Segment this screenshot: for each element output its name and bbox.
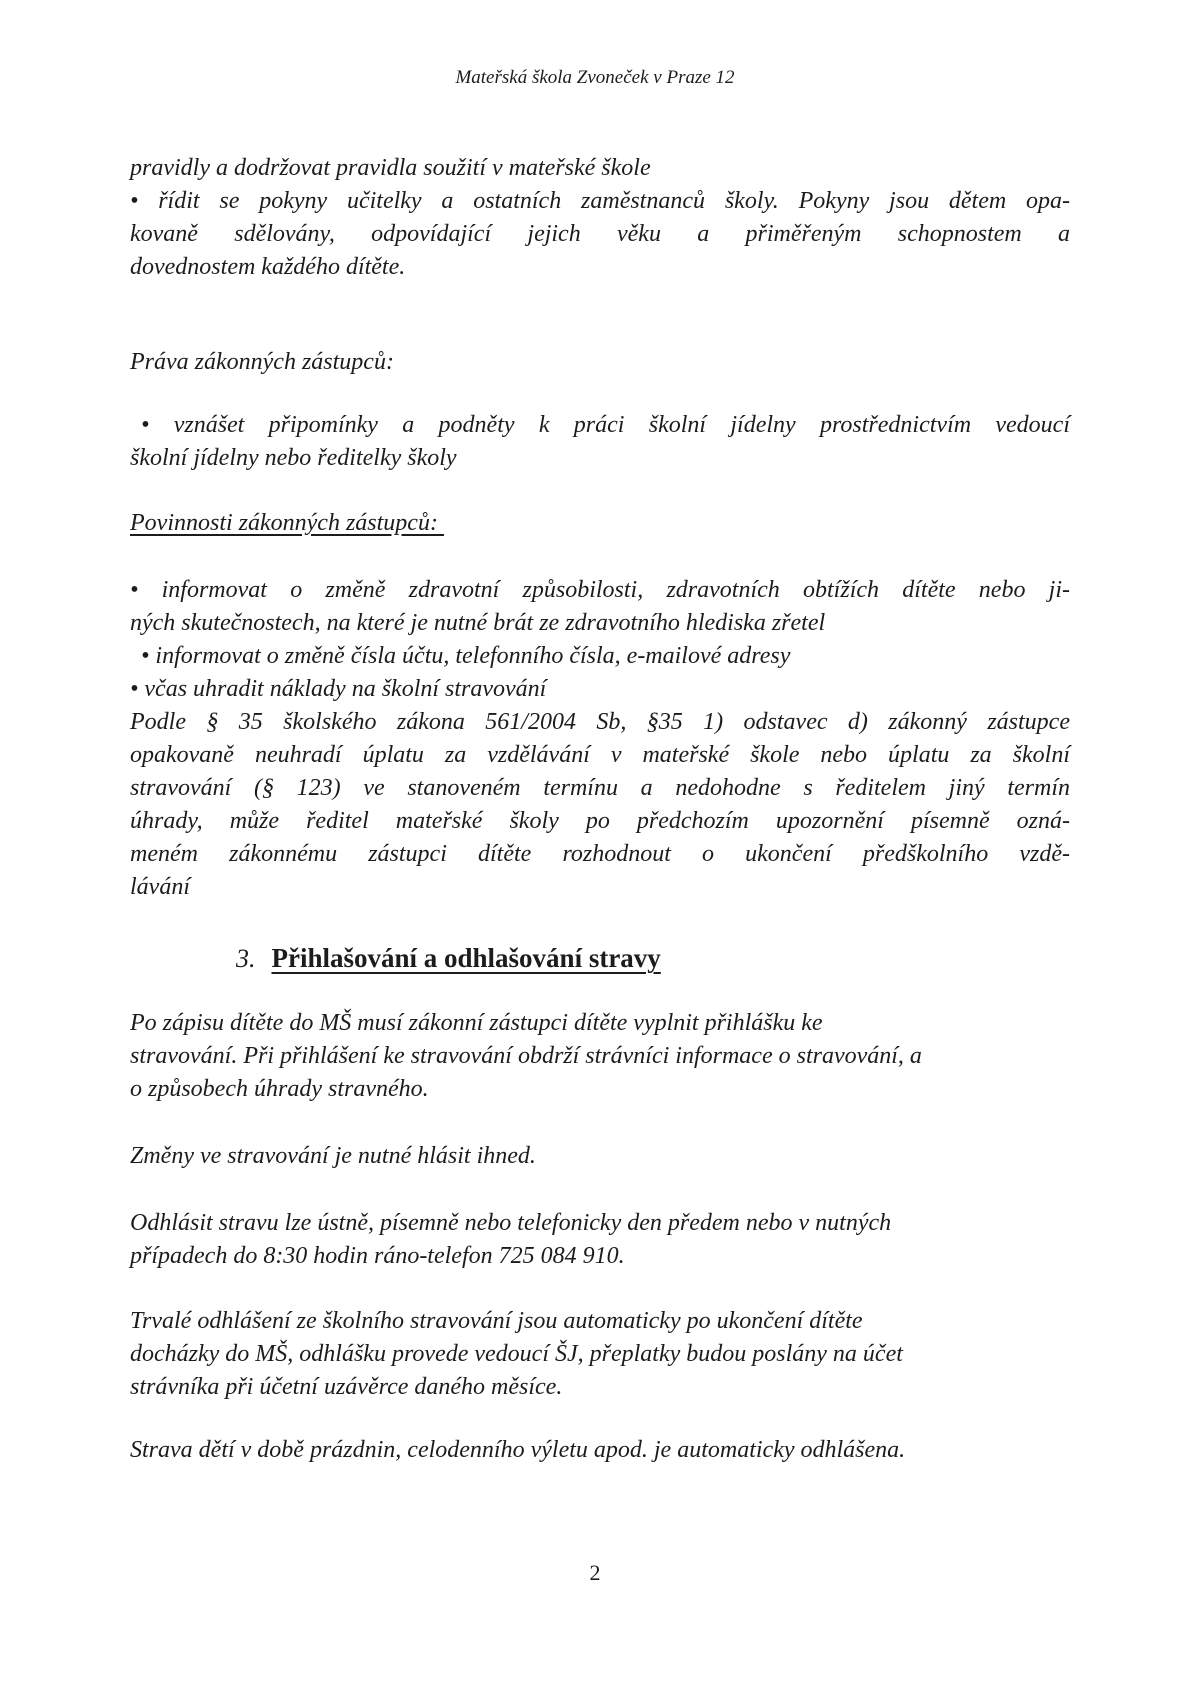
section-number: 3. [236,944,256,973]
page-number: 2 [589,1560,601,1585]
paragraph-prihlasovani [130,1007,1070,1106]
paragraph-odhlaseni [130,1207,1070,1273]
text-line: Po zápisu dítěte do MŠ musí zákonní zástupci dítěte vyplnit přihlášku ke [130,1010,823,1036]
paragraph-trvale-odhlaseni [130,1305,1070,1404]
text-line: stravování. Při přihlášení ke stravování obdrží strávníci informace o stravování, a [130,1043,922,1069]
section-heading [236,938,1070,980]
paragraph-pravidla [130,152,1070,284]
text-line: opakovaně neuhradí úplatu za vzdělávání v mateřské škole nebo úplatu za školní [130,742,1070,768]
text-line: Trvalé odhlášení ze školního stravování jsou automaticky po ukončení dítěte [130,1308,863,1334]
page-header-title: Mateřská škola Zvoneček v Praze 12 [455,67,735,88]
text-line: Práva zákonných zástupců: [130,349,394,375]
section-title: Přihlašování a odhlašování stravy [271,943,661,973]
paragraph-prava-bullet [130,409,1070,475]
text-line: • řídit se pokyny učitelky a ostatních zaměstnanců školy. Pokyny jsou dětem opa- [130,188,1070,214]
text-line: meném zákonnému zástupci dítěte rozhodnout o ukončení předškolního vzdě- [130,841,1070,867]
text-line: případech do 8:30 hodin ráno-telefon 725 084 910. [130,1243,625,1269]
text-line: Změny ve stravování je nutné hlásit ihned. [130,1143,536,1169]
subheading-prava [130,346,1070,379]
document-content [130,152,1070,1467]
text-line: kovaně sdělovány, odpovídající jejich věku a přiměřeným schopnostem a [130,221,1070,247]
text-line: školní jídelny nebo ředitelky školy [130,445,457,471]
text-line: dovednostem každého dítěte. [130,254,406,280]
text-line: Povinnosti zákonných zástupců: [130,510,444,536]
paragraph-prazdniny [130,1434,1070,1467]
text-line: lávání [130,874,190,900]
text-line: pravidly a dodržovat pravidla soužití v mateřské škole [130,155,651,181]
paragraph-zmeny [130,1140,1070,1173]
text-line: strávníka při účetní uzávěrce daného měsíce. [130,1374,563,1400]
paragraph-povinnosti [130,574,1070,904]
text-line: docházky do MŠ, odhlášku provede vedoucí ŠJ, přeplatky budou poslány na účet [130,1341,903,1367]
text-line: • včas uhradit náklady na školní stravování [130,676,547,702]
text-line: stravování (§ 123) ve stanoveném termínu a nedohodne s ředitelem jiný termín [130,775,1070,801]
text-line: Odhlásit stravu lze ústně, písemně nebo telefonicky den předem nebo v nutných [130,1210,892,1236]
text-line: Podle § 35 školského zákona 561/2004 Sb, §35 1) odstavec d) zákonný zástupce [130,709,1070,735]
text-line: • informovat o změně zdravotní způsobilosti, zdravotních obtížích dítěte nebo ji- [130,577,1070,603]
text-line: • informovat o změně čísla účtu, telefonního čísla, e-mailové adresy [141,643,791,669]
text-line: Strava dětí v době prázdnin, celodenního výletu apod. je automaticky odhlášena. [130,1437,906,1463]
text-line: úhrady, může ředitel mateřské školy po předchozím upozornění písemně ozná- [130,808,1070,834]
text-line: • vznášet připomínky a podněty k práci školní jídelny prostřednictvím vedoucí [141,412,1070,438]
subheading-povinnosti [130,507,1070,540]
text-line: o způsobech úhrady stravného. [130,1076,429,1102]
text-line: ných skutečnostech, na které je nutné brát ze zdravotního hlediska zřetel [130,610,826,636]
